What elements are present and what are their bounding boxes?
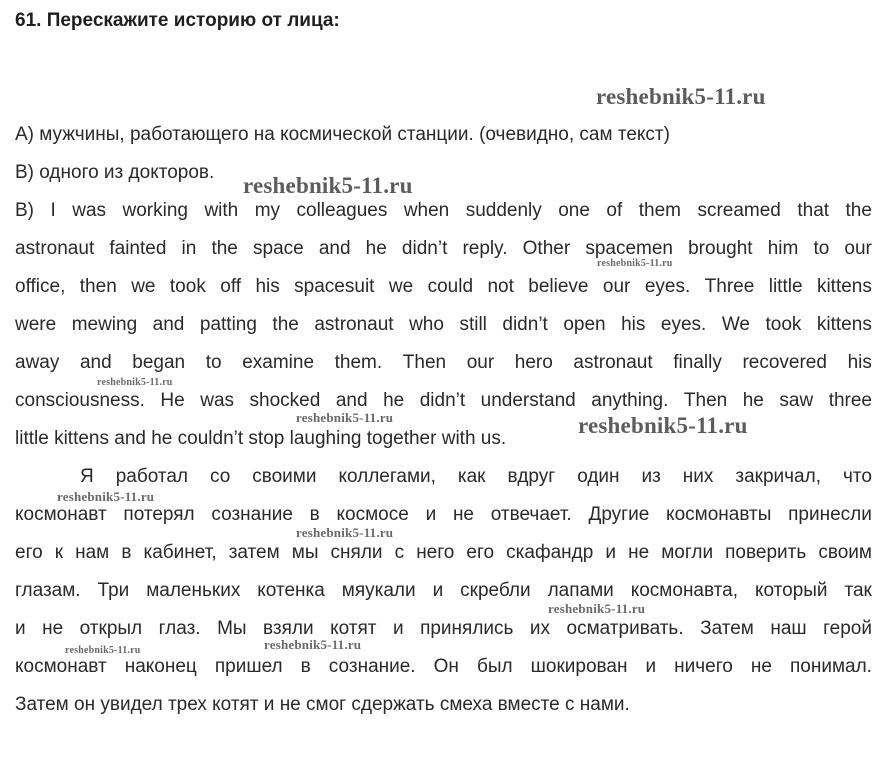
word: его	[466, 542, 495, 563]
word: сознание.	[328, 656, 416, 677]
word: recovered	[742, 352, 827, 373]
word: astronaut	[15, 238, 95, 259]
word: took	[765, 314, 802, 335]
word: were	[15, 314, 57, 335]
word: and	[335, 390, 368, 411]
word: and	[79, 352, 112, 373]
word: В)	[15, 200, 34, 221]
word: Other	[522, 238, 571, 259]
word: мяукали	[341, 580, 416, 601]
word: brought	[688, 238, 753, 259]
option-b: В) одного из докторов.	[15, 162, 215, 183]
word: them	[638, 200, 681, 221]
word: working	[122, 200, 188, 221]
word: in	[181, 238, 197, 259]
word: colleagues	[296, 200, 388, 221]
word: Three	[704, 276, 755, 297]
english-line-1	[15, 199, 872, 223]
word: и	[15, 618, 26, 639]
word: them.	[334, 352, 383, 373]
word: с	[394, 542, 405, 563]
word: их	[529, 618, 551, 639]
word: из	[641, 466, 661, 487]
word: off	[220, 276, 242, 297]
word: hero	[514, 352, 553, 373]
word: fainted	[109, 238, 167, 259]
russian-line-4	[15, 579, 872, 603]
word: наш	[770, 618, 807, 639]
word: examine	[242, 352, 315, 373]
word: open	[563, 314, 606, 335]
word: к	[54, 542, 64, 563]
watermark: reshebnik5-11.ru	[596, 84, 766, 109]
word: принесли	[788, 504, 872, 525]
word: космонавт	[15, 656, 107, 677]
word: космосе	[336, 504, 409, 525]
word: потерял	[123, 504, 195, 525]
word: him	[767, 238, 799, 259]
word: astronaut	[314, 314, 394, 335]
english-line-4	[15, 313, 872, 337]
word: then	[79, 276, 117, 297]
word: котят	[330, 618, 377, 639]
word: не	[628, 542, 650, 563]
watermark: reshebnik5-11.ru	[97, 377, 173, 388]
word: patting	[199, 314, 257, 335]
word: мы	[291, 542, 319, 563]
word: в	[121, 542, 132, 563]
word: был	[476, 656, 513, 677]
word: со	[209, 466, 231, 487]
word: принялись	[420, 618, 514, 639]
word: не	[42, 618, 64, 639]
english-line-3	[15, 275, 872, 299]
word: when	[403, 200, 450, 221]
word: spacesuit	[294, 276, 375, 297]
word: the	[845, 200, 872, 221]
word: космонавты	[666, 504, 772, 525]
word: вдруг	[507, 466, 556, 487]
word: I	[50, 200, 56, 221]
word: глаз.	[158, 618, 201, 639]
word: сознание	[211, 504, 293, 525]
word: понимал.	[789, 656, 872, 677]
word: космонавт	[15, 504, 107, 525]
watermark: reshebnik5-11.ru	[597, 258, 673, 269]
word: mewing	[71, 314, 138, 335]
word: Затем	[700, 618, 754, 639]
russian-line-3	[15, 541, 872, 565]
word: могли	[661, 542, 714, 563]
word: что	[842, 466, 872, 487]
word: и	[645, 656, 657, 677]
word: ничего	[674, 656, 733, 677]
word: began	[132, 352, 186, 373]
word: the	[272, 314, 299, 335]
word: открыл	[79, 618, 143, 639]
word: astronaut	[573, 352, 653, 373]
watermark: reshebnik5-11.ru	[296, 410, 394, 425]
word: three	[828, 390, 872, 411]
word: to	[205, 352, 222, 373]
word: шокирован	[530, 656, 628, 677]
word: little	[768, 276, 803, 297]
word: with	[204, 200, 239, 221]
word: not	[487, 276, 514, 297]
word: was	[72, 200, 107, 221]
word: anything.	[591, 390, 669, 411]
word: в	[300, 656, 311, 677]
word: our	[844, 238, 872, 259]
word: сняли	[330, 542, 383, 563]
word: осматривать.	[566, 618, 684, 639]
word: и	[392, 618, 404, 639]
word: маленьких	[146, 580, 241, 601]
word: затем	[228, 542, 280, 563]
word: his	[255, 276, 280, 297]
watermark: reshebnik5-11.ru	[264, 637, 362, 652]
russian-line-6	[15, 655, 872, 679]
word: kittens	[816, 276, 872, 297]
word: took	[169, 276, 206, 297]
word: eyes.	[660, 314, 707, 335]
watermark: reshebnik5-11.ru	[296, 525, 394, 540]
word: He	[160, 390, 185, 411]
word: consciousness.	[15, 390, 145, 411]
word: and	[152, 314, 185, 335]
word: своими	[252, 466, 317, 487]
word: отвечает.	[490, 504, 572, 525]
word: shocked	[249, 390, 321, 411]
word: один	[577, 466, 620, 487]
russian-line-5	[15, 617, 872, 641]
word: лапами	[547, 580, 614, 601]
word: не	[452, 504, 474, 525]
word: поверить	[725, 542, 807, 563]
word: наконец	[124, 656, 197, 677]
word: космонавта,	[630, 580, 739, 601]
word: we	[131, 276, 156, 297]
word: не	[750, 656, 772, 677]
word: who	[409, 314, 444, 335]
word: We	[721, 314, 750, 335]
word: reply.	[462, 238, 508, 259]
word: was	[200, 390, 235, 411]
word: still	[459, 314, 487, 335]
russian-line-1	[80, 465, 872, 489]
word: that	[797, 200, 830, 221]
word: his	[847, 352, 872, 373]
word: could	[427, 276, 474, 297]
word: Я	[80, 466, 94, 487]
word: скребли	[460, 580, 531, 601]
word: герой	[823, 618, 872, 639]
word: Другие	[588, 504, 650, 525]
english-line-2	[15, 237, 872, 261]
word: didn’t	[401, 238, 448, 259]
word: и	[605, 542, 616, 563]
word: закричал,	[735, 466, 821, 487]
word: his	[621, 314, 646, 335]
watermark: reshebnik5-11.ru	[548, 601, 646, 616]
word: коллегами,	[338, 466, 436, 487]
word: my	[254, 200, 281, 221]
word: saw	[779, 390, 814, 411]
option-a: А) мужчины, работающего на космической станции. (очевидно, сам текст)	[15, 124, 670, 145]
word: he	[365, 238, 387, 259]
word: the	[211, 238, 238, 259]
word: скафандр	[506, 542, 594, 563]
word: away	[15, 352, 60, 373]
word: he	[383, 390, 405, 411]
word: в	[309, 504, 320, 525]
english-line-6	[15, 389, 872, 413]
word: Then	[683, 390, 728, 411]
watermark: reshebnik5-11.ru	[57, 489, 155, 504]
word: нам	[75, 542, 110, 563]
word: работал	[115, 466, 189, 487]
word: one	[558, 200, 590, 221]
word: Then	[402, 352, 447, 373]
word: Он	[433, 656, 459, 677]
watermark: reshebnik5-11.ru	[65, 645, 141, 656]
word: Мы	[217, 618, 247, 639]
english-line-7: little kittens and he couldn’t stop laughing together with us.	[15, 428, 507, 449]
word: finally	[673, 352, 722, 373]
word: eyes.	[644, 276, 691, 297]
watermark: reshebnik5-11.ru	[243, 173, 413, 198]
word: котенка	[257, 580, 325, 601]
russian-line-7: Затем он увидел трех котят и не смог сдержать смеха вместе с нами.	[15, 694, 630, 715]
word: office,	[15, 276, 66, 297]
word: как	[457, 466, 486, 487]
word: our	[466, 352, 495, 373]
word: understand	[480, 390, 576, 411]
word: кабинет,	[143, 542, 217, 563]
word: него	[416, 542, 455, 563]
word: he	[742, 390, 764, 411]
word: spacemen	[585, 238, 673, 259]
word: и	[425, 504, 437, 525]
watermark: reshebnik5-11.ru	[578, 413, 748, 438]
word: screamed	[697, 200, 781, 221]
word: взяли	[263, 618, 314, 639]
word: и	[432, 580, 444, 601]
word: глазам.	[15, 580, 81, 601]
word: didn’t	[502, 314, 548, 335]
word: we	[388, 276, 414, 297]
word: его	[15, 542, 43, 563]
word: suddenly	[465, 200, 542, 221]
exercise-heading: 61. Перескажите историю от лица:	[15, 10, 340, 31]
word: didn’t	[419, 390, 466, 411]
word: так	[844, 580, 872, 601]
word: to	[813, 238, 830, 259]
word: Три	[97, 580, 130, 601]
word: space	[253, 238, 304, 259]
english-line-5	[15, 351, 872, 375]
word: пришел	[214, 656, 283, 677]
word: своим	[818, 542, 872, 563]
word: believe	[528, 276, 589, 297]
word: of	[606, 200, 623, 221]
russian-line-2	[15, 503, 872, 527]
word: который	[754, 580, 828, 601]
word: our	[602, 276, 631, 297]
word: and	[318, 238, 351, 259]
word: них	[682, 466, 714, 487]
word: kittens	[816, 314, 872, 335]
